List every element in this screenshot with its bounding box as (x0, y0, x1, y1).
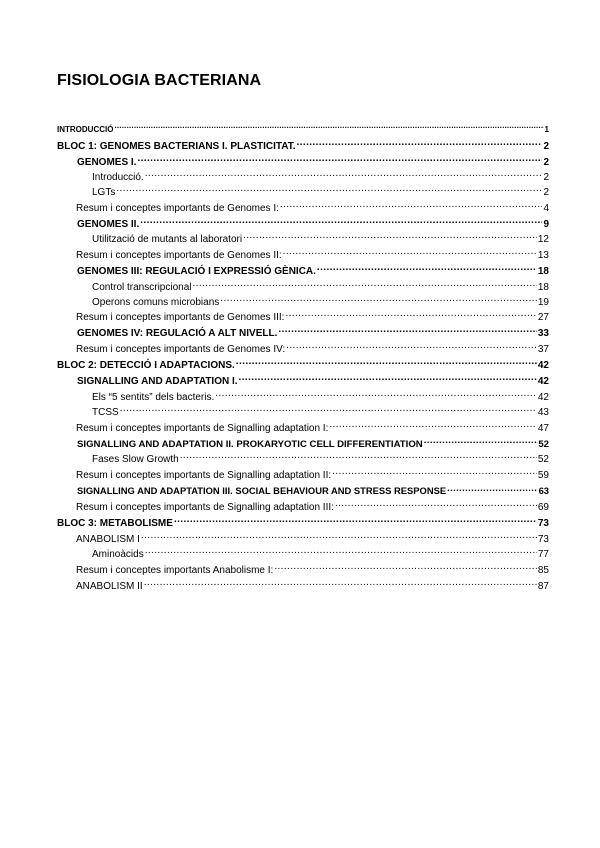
toc-entry-page: 13 (537, 250, 549, 261)
toc-entry-genomes-i[interactable] (77, 152, 549, 168)
toc-entry-page: 33 (537, 328, 549, 339)
toc-entry-label: Resum i conceptes importants de Genomes IV: (76, 344, 286, 355)
toc-entry-label: Aminoàcids (92, 549, 144, 560)
toc-entry-genomes-iv[interactable] (77, 323, 549, 339)
toc-entry-operons-comuns[interactable] (92, 292, 549, 308)
toc-entry-label: Resum i conceptes importants de Genomes II: (76, 250, 282, 261)
toc-entry-label: ANABOLISM II (76, 581, 143, 592)
toc-entry-bloc-1[interactable] (57, 136, 549, 152)
toc-entry-resum-signalling-iii[interactable] (76, 497, 549, 513)
toc-entry-label: GENOMES IV: REGULACIÓ A ALT NIVELL. (77, 328, 278, 339)
toc-entry-page: 52 (537, 454, 549, 465)
toc-entry-resum-anabolisme-i[interactable] (76, 560, 549, 576)
toc-entry-page: 42 (537, 392, 549, 403)
toc-leader-dots (145, 167, 543, 180)
toc-entry-anabolism-ii[interactable] (76, 576, 549, 592)
toc-entry-bloc-2[interactable] (57, 355, 549, 371)
toc-entry-label: Resum i conceptes importants de Signalling adaptation III: (76, 502, 334, 513)
toc-entry-page: 2 (543, 157, 549, 168)
toc-entry-label: SIGNALLING AND ADAPTATION III. SOCIAL BEHAVIOUR AND STRESS RESPONSE (77, 485, 447, 496)
toc-entry-label: SIGNALLING AND ADAPTATION I. (77, 376, 238, 387)
toc-entry-label: SIGNALLING AND ADAPTATION II. PROKARYOTIC CELL DIFFERENTIATION (77, 439, 423, 450)
toc-entry-page: 47 (537, 423, 549, 434)
toc-entry-label: Resum i conceptes importants Anabolisme I: (76, 565, 274, 576)
toc-entry-resum-signalling-ii[interactable] (76, 465, 549, 481)
toc-entry-label: BLOC 2: DETECCIÓ I ADAPTACIONS. (57, 360, 235, 371)
toc-entry-page: 27 (537, 312, 549, 323)
toc-leader-dots (236, 355, 537, 368)
toc-entry-resum-signalling-i[interactable] (76, 418, 549, 434)
toc-entry-signalling-i[interactable] (77, 371, 549, 387)
toc-entry-label: Introducció. (92, 172, 144, 183)
toc-leader-dots (144, 576, 537, 589)
toc-entry-signalling-iii[interactable] (77, 481, 549, 494)
toc-leader-dots (297, 136, 543, 149)
toc-leader-dots (283, 245, 537, 258)
toc-entry-lgts[interactable] (92, 182, 549, 198)
toc-entry-page: 19 (537, 297, 549, 308)
toc-leader-dots (174, 513, 537, 526)
toc-entry-label: Els “5 sentits” dels bacteris. (92, 392, 215, 403)
toc-entry-label: BLOC 1: GENOMES BACTERIANS I. PLASTICITAT. (57, 141, 296, 152)
toc-entry-resum-genomes-iii[interactable] (76, 307, 549, 323)
toc-entry-page: 18 (537, 282, 549, 293)
toc-entry-label: GENOMES I. (77, 157, 137, 168)
toc-leader-dots (140, 214, 542, 227)
toc-entry-label: ANABOLISM I (76, 534, 140, 545)
toc-leader-dots (141, 529, 537, 542)
toc-entry-label: GENOMES II. (77, 219, 140, 230)
toc-entry-page: 52 (538, 439, 549, 450)
toc-entry-page: 2 (543, 187, 549, 198)
toc-entry-utilitzacio-mutants[interactable] (92, 229, 549, 245)
toc-leader-dots (329, 418, 537, 431)
toc-leader-dots (180, 449, 537, 462)
toc-entry-page: 42 (537, 360, 549, 371)
toc-entry-introduccio[interactable] (57, 119, 549, 132)
toc-leader-dots (280, 198, 543, 211)
toc-entry-page: 63 (538, 485, 549, 496)
toc-entry-page: 18 (537, 266, 549, 277)
toc-leader-dots (243, 229, 537, 242)
toc-leader-dots (285, 307, 536, 320)
toc-leader-dots (278, 323, 536, 336)
toc-entry-page: 37 (537, 344, 549, 355)
toc-leader-dots (317, 261, 537, 274)
toc-entry-resum-genomes-iv[interactable] (76, 339, 549, 355)
toc-leader-dots (447, 481, 537, 494)
toc-entry-control-transcripcional[interactable] (92, 277, 549, 293)
toc-entry-page: 43 (537, 407, 549, 418)
toc-entry-page: 9 (543, 219, 549, 230)
toc-entry-page: 42 (537, 376, 549, 387)
toc-entry-label: LGTs (92, 187, 116, 198)
toc-entry-label: Utilització de mutants al laboratori (92, 234, 243, 245)
toc-entry-signalling-ii[interactable] (77, 434, 549, 450)
toc-leader-dots (286, 339, 537, 352)
toc-entry-introduccio-sub[interactable] (92, 167, 549, 183)
toc-entry-label: Resum i conceptes importants de Genomes I: (76, 203, 279, 214)
toc-entry-label: GENOMES III: REGULACIÓ I EXPRESSIÓ GÈNICA. (77, 266, 316, 277)
toc-entry-page: 87 (537, 581, 549, 592)
toc-entry-page: 12 (537, 234, 549, 245)
toc-leader-dots (274, 560, 537, 573)
toc-leader-dots (332, 465, 537, 478)
toc-entry-page: 4 (543, 203, 549, 214)
toc-entry-label: Operons comuns microbians (92, 297, 220, 308)
toc-leader-dots (220, 292, 537, 305)
toc-entry-label: Resum i conceptes importants de Genomes III: (76, 312, 285, 323)
toc-entry-page: 2 (543, 172, 549, 183)
document-title: FISIOLOGIA BACTERIANA (57, 72, 262, 89)
toc-entry-genomes-iii[interactable] (77, 261, 549, 277)
toc-leader-dots (145, 544, 537, 557)
toc-entry-page: 69 (537, 502, 549, 513)
toc-leader-dots (116, 182, 542, 195)
toc-entry-label: BLOC 3: METABOLISME (57, 518, 173, 529)
toc-entry-aminoacids[interactable] (92, 544, 549, 560)
toc-entry-page: 1 (544, 125, 549, 134)
toc-entry-resum-genomes-i[interactable] (76, 198, 549, 214)
toc-entry-label: Fases Slow Growth (92, 454, 179, 465)
toc-entry-anabolism-i[interactable] (76, 529, 549, 545)
toc-entry-fases-slow-growth[interactable] (92, 449, 549, 465)
toc-entry-label: Resum i conceptes importants de Signalling adaptation I: (76, 423, 329, 434)
toc-entry-page: 73 (537, 518, 549, 529)
toc-entry-page: 59 (537, 470, 549, 481)
toc-entry-bloc-3[interactable] (57, 513, 549, 529)
toc-entry-page: 85 (537, 565, 549, 576)
toc-entry-label: TCSS (92, 407, 119, 418)
toc-entry-label: INTRODUCCIÓ (57, 125, 114, 134)
toc-leader-dots (120, 402, 537, 415)
toc-leader-dots (215, 387, 537, 400)
toc-entry-5-sentits[interactable] (92, 387, 549, 403)
toc-entry-resum-genomes-ii[interactable] (76, 245, 549, 261)
toc-leader-dots (193, 277, 537, 290)
toc-entry-label: Control transcripcional (92, 282, 192, 293)
toc-leader-dots (137, 152, 542, 165)
toc-leader-dots (424, 434, 538, 447)
toc-entry-label: Resum i conceptes importants de Signalling adaptation II: (76, 470, 332, 481)
toc-leader-dots (335, 497, 537, 510)
toc-entry-genomes-ii[interactable] (77, 214, 549, 230)
toc-entry-page: 73 (537, 534, 549, 545)
toc-leader-dots (114, 119, 543, 132)
toc-entry-page: 77 (537, 549, 549, 560)
toc-entry-tcss[interactable] (92, 402, 549, 418)
toc-entry-page: 2 (543, 141, 549, 152)
toc-leader-dots (239, 371, 537, 384)
